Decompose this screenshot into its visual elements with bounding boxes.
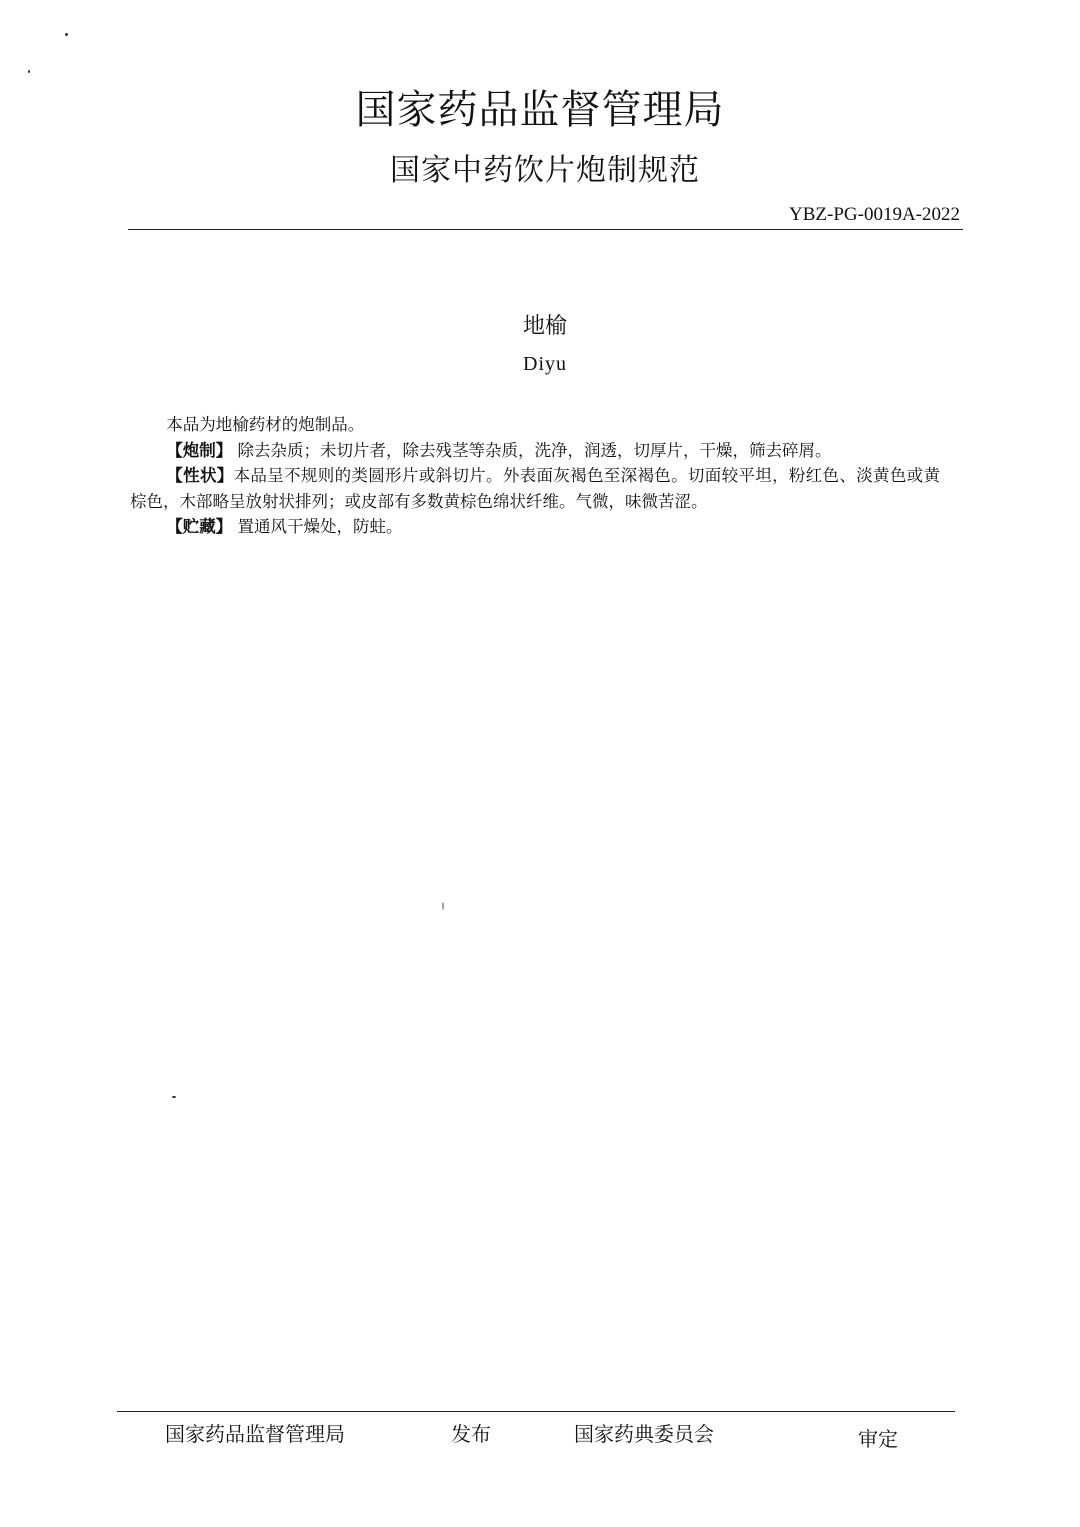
description-section [130,463,940,514]
footer-rule [117,1411,955,1412]
footer-publish-label: 发布 [451,1422,491,1446]
section-heading: 【炮制】 [166,440,233,460]
item-name: 地榆 [522,314,567,339]
processing-section [130,438,940,464]
header-rule [128,229,963,230]
standard-code: YBZ-PG-0019A-2022 [789,204,960,225]
intro-paragraph: 本品为地榆药材的炮制品。 [166,415,365,434]
section-heading: 【贮藏】 [166,517,233,536]
section-text: 置通风干燥处，防蛀。 [232,517,403,536]
scan-speck [442,902,444,910]
storage-section [130,514,940,540]
scan-speck [28,70,30,73]
standard-title: 国家中药饮片炮制规范 [390,153,700,188]
scan-speck [65,33,68,36]
footer-review-label: 审定 [858,1427,898,1451]
monograph-body [130,412,940,540]
issuing-organization: 国家药品监督管理局 [355,87,725,133]
section-text: 本品呈不规则的类圆形片或斜切片。外表面灰褐色至深褐色。切面较平坦，粉红色、淡黄色或黄棕色，木部略呈放射状排列；或皮部有多数黄棕色绵状纤维。气微，味微苦涩。 [130,466,941,511]
scan-speck [172,1096,176,1098]
section-heading: 【性状】 [166,466,234,485]
item-pinyin: Diyu [523,353,567,375]
footer-reviewer: 国家药典委员会 [574,1422,714,1446]
section-text: 除去杂质；未切片者，除去残茎等杂质，洗净，润透，切厚片，干燥，筛去碎屑。 [232,440,832,460]
footer-publisher: 国家药品监督管理局 [165,1422,345,1446]
